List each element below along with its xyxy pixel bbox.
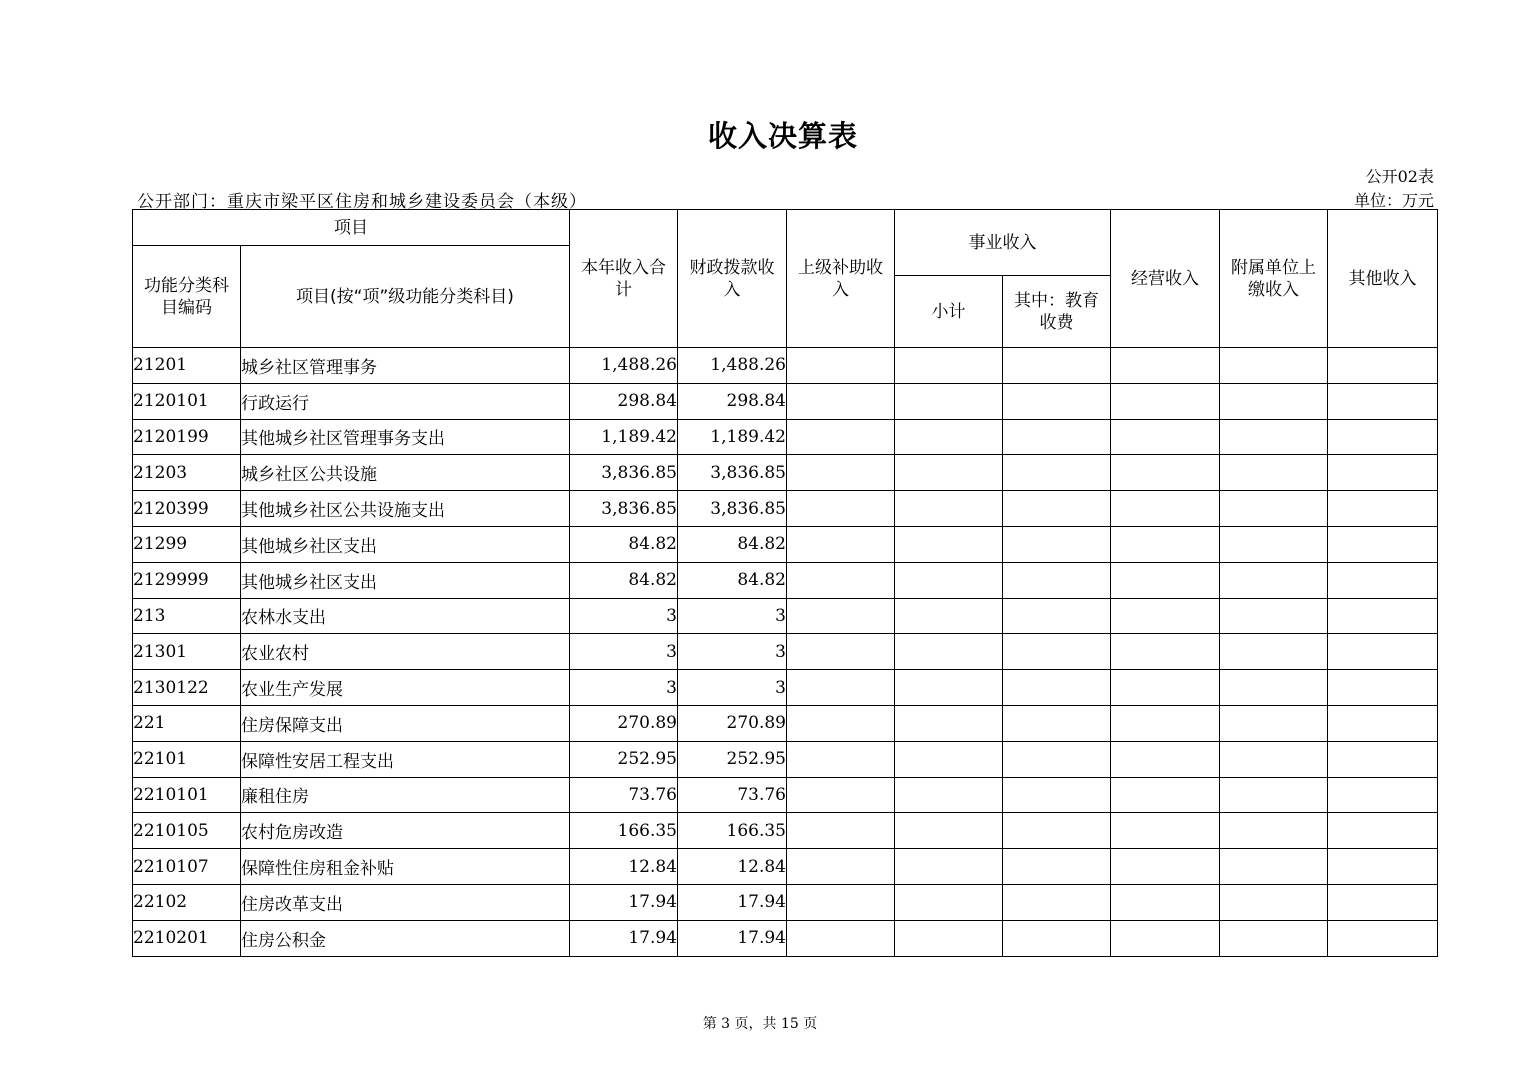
- table-row: [133, 383, 1438, 419]
- cell-superior: [787, 813, 895, 849]
- cell-subtotal: [895, 705, 1003, 741]
- cell-code: 213: [133, 598, 241, 634]
- cell-operating: [1111, 777, 1220, 813]
- cell-total: 3,836.85: [570, 491, 678, 527]
- cell-other: [1328, 813, 1438, 849]
- cell-total: 17.94: [570, 884, 678, 920]
- cell-name: 其他城乡社区支出: [241, 562, 570, 598]
- cell-education: [1003, 670, 1111, 706]
- cell-other: [1328, 598, 1438, 634]
- cell-total: 17.94: [570, 920, 678, 956]
- table-row: [133, 920, 1438, 956]
- cell-operating: [1111, 491, 1220, 527]
- cell-affiliated: [1220, 741, 1328, 777]
- cell-affiliated: [1220, 419, 1328, 455]
- cell-other: [1328, 849, 1438, 885]
- cell-name: 住房改革支出: [241, 884, 570, 920]
- cell-total: 1,488.26: [570, 348, 678, 384]
- cell-subtotal: [895, 849, 1003, 885]
- cell-subtotal: [895, 383, 1003, 419]
- header-superior: 上级补助收入: [787, 210, 895, 348]
- cell-operating: [1111, 526, 1220, 562]
- cell-operating: [1111, 813, 1220, 849]
- header-education: 其中：教育收费: [1003, 276, 1111, 348]
- cell-operating: [1111, 849, 1220, 885]
- table-row: [133, 813, 1438, 849]
- cell-education: [1003, 419, 1111, 455]
- cell-affiliated: [1220, 849, 1328, 885]
- table-body: [133, 348, 1438, 957]
- cell-total: 298.84: [570, 383, 678, 419]
- header-subtotal: 小计: [895, 276, 1003, 348]
- header-total: 本年收入合计: [570, 210, 678, 348]
- cell-affiliated: [1220, 705, 1328, 741]
- cell-name: 其他城乡社区公共设施支出: [241, 491, 570, 527]
- cell-name: 农业生产发展: [241, 670, 570, 706]
- cell-subtotal: [895, 598, 1003, 634]
- cell-fiscal: 3: [678, 670, 787, 706]
- cell-total: 252.95: [570, 741, 678, 777]
- table-row: [133, 598, 1438, 634]
- cell-fiscal: 84.82: [678, 526, 787, 562]
- cell-fiscal: 252.95: [678, 741, 787, 777]
- cell-name: 住房保障支出: [241, 705, 570, 741]
- cell-subtotal: [895, 419, 1003, 455]
- cell-education: [1003, 348, 1111, 384]
- cell-operating: [1111, 383, 1220, 419]
- cell-superior: [787, 383, 895, 419]
- cell-superior: [787, 777, 895, 813]
- cell-fiscal: 12.84: [678, 849, 787, 885]
- cell-total: 3: [570, 634, 678, 670]
- cell-affiliated: [1220, 491, 1328, 527]
- cell-other: [1328, 348, 1438, 384]
- cell-affiliated: [1220, 813, 1328, 849]
- cell-code: 2129999: [133, 562, 241, 598]
- cell-other: [1328, 383, 1438, 419]
- table-row: [133, 741, 1438, 777]
- cell-code: 21301: [133, 634, 241, 670]
- cell-affiliated: [1220, 383, 1328, 419]
- cell-code: 2120199: [133, 419, 241, 455]
- cell-fiscal: 298.84: [678, 383, 787, 419]
- cell-fiscal: 17.94: [678, 884, 787, 920]
- cell-operating: [1111, 455, 1220, 491]
- cell-education: [1003, 562, 1111, 598]
- cell-operating: [1111, 634, 1220, 670]
- cell-operating: [1111, 705, 1220, 741]
- cell-superior: [787, 562, 895, 598]
- cell-education: [1003, 813, 1111, 849]
- cell-code: 2120399: [133, 491, 241, 527]
- cell-subtotal: [895, 634, 1003, 670]
- cell-fiscal: 3,836.85: [678, 455, 787, 491]
- table-row: [133, 670, 1438, 706]
- cell-name: 其他城乡社区支出: [241, 526, 570, 562]
- cell-total: 84.82: [570, 526, 678, 562]
- cell-code: 2210101: [133, 777, 241, 813]
- cell-other: [1328, 526, 1438, 562]
- cell-fiscal: 84.82: [678, 562, 787, 598]
- cell-name: 行政运行: [241, 383, 570, 419]
- cell-education: [1003, 741, 1111, 777]
- cell-other: [1328, 920, 1438, 956]
- cell-subtotal: [895, 455, 1003, 491]
- cell-subtotal: [895, 920, 1003, 956]
- cell-affiliated: [1220, 670, 1328, 706]
- cell-superior: [787, 634, 895, 670]
- cell-subtotal: [895, 562, 1003, 598]
- cell-code: 2210201: [133, 920, 241, 956]
- cell-other: [1328, 455, 1438, 491]
- page-footer: 第 3 页，共 15 页: [702, 1016, 818, 1032]
- cell-total: 73.76: [570, 777, 678, 813]
- cell-fiscal: 3,836.85: [678, 491, 787, 527]
- table-row: [133, 705, 1438, 741]
- cell-superior: [787, 491, 895, 527]
- cell-subtotal: [895, 670, 1003, 706]
- cell-name: 农村危房改造: [241, 813, 570, 849]
- cell-education: [1003, 884, 1111, 920]
- cell-other: [1328, 741, 1438, 777]
- table-row: [133, 348, 1438, 384]
- cell-affiliated: [1220, 455, 1328, 491]
- cell-total: 12.84: [570, 849, 678, 885]
- table-row: [133, 634, 1438, 670]
- cell-subtotal: [895, 526, 1003, 562]
- cell-affiliated: [1220, 348, 1328, 384]
- cell-subtotal: [895, 348, 1003, 384]
- cell-education: [1003, 491, 1111, 527]
- cell-other: [1328, 670, 1438, 706]
- cell-code: 221: [133, 705, 241, 741]
- unit-label: 单位：万元: [1353, 191, 1434, 210]
- cell-affiliated: [1220, 777, 1328, 813]
- cell-superior: [787, 920, 895, 956]
- table-row: [133, 562, 1438, 598]
- cell-name: 保障性安居工程支出: [241, 741, 570, 777]
- cell-operating: [1111, 562, 1220, 598]
- cell-other: [1328, 419, 1438, 455]
- cell-education: [1003, 634, 1111, 670]
- cell-education: [1003, 598, 1111, 634]
- table-row: [133, 491, 1438, 527]
- cell-other: [1328, 884, 1438, 920]
- header-other: 其他收入: [1328, 210, 1438, 348]
- cell-superior: [787, 348, 895, 384]
- cell-operating: [1111, 348, 1220, 384]
- cell-fiscal: 17.94: [678, 920, 787, 956]
- cell-education: [1003, 383, 1111, 419]
- cell-code: 2120101: [133, 383, 241, 419]
- cell-other: [1328, 491, 1438, 527]
- cell-operating: [1111, 598, 1220, 634]
- header-name: 项目(按“项”级功能分类科目): [241, 246, 570, 348]
- cell-subtotal: [895, 884, 1003, 920]
- cell-education: [1003, 705, 1111, 741]
- cell-fiscal: 1,189.42: [678, 419, 787, 455]
- cell-affiliated: [1220, 598, 1328, 634]
- cell-operating: [1111, 419, 1220, 455]
- cell-code: 2130122: [133, 670, 241, 706]
- cell-code: 2210105: [133, 813, 241, 849]
- cell-total: 3,836.85: [570, 455, 678, 491]
- cell-superior: [787, 849, 895, 885]
- cell-fiscal: 3: [678, 634, 787, 670]
- cell-code: 21201: [133, 348, 241, 384]
- cell-superior: [787, 670, 895, 706]
- cell-subtotal: [895, 491, 1003, 527]
- header-operating: 经营收入: [1111, 210, 1220, 348]
- table-row: [133, 419, 1438, 455]
- form-number: 公开02表: [1365, 167, 1434, 186]
- cell-total: 1,189.42: [570, 419, 678, 455]
- cell-name: 住房公积金: [241, 920, 570, 956]
- cell-other: [1328, 562, 1438, 598]
- cell-affiliated: [1220, 920, 1328, 956]
- department-label: 公开部门：重庆市梁平区住房和城乡建设委员会（本级）: [137, 192, 587, 212]
- cell-affiliated: [1220, 562, 1328, 598]
- cell-code: 21299: [133, 526, 241, 562]
- cell-code: 22101: [133, 741, 241, 777]
- cell-fiscal: 3: [678, 598, 787, 634]
- income-table: [132, 209, 1438, 957]
- cell-superior: [787, 526, 895, 562]
- cell-affiliated: [1220, 884, 1328, 920]
- cell-affiliated: [1220, 526, 1328, 562]
- cell-total: 84.82: [570, 562, 678, 598]
- cell-name: 其他城乡社区管理事务支出: [241, 419, 570, 455]
- cell-superior: [787, 741, 895, 777]
- cell-name: 城乡社区公共设施: [241, 455, 570, 491]
- cell-education: [1003, 526, 1111, 562]
- cell-subtotal: [895, 813, 1003, 849]
- cell-name: 城乡社区管理事务: [241, 348, 570, 384]
- cell-code: 22102: [133, 884, 241, 920]
- header-code: 功能分类科目编码: [133, 246, 241, 348]
- cell-operating: [1111, 884, 1220, 920]
- cell-code: 21203: [133, 455, 241, 491]
- cell-other: [1328, 705, 1438, 741]
- cell-total: 270.89: [570, 705, 678, 741]
- cell-affiliated: [1220, 634, 1328, 670]
- cell-education: [1003, 849, 1111, 885]
- cell-subtotal: [895, 777, 1003, 813]
- cell-total: 3: [570, 598, 678, 634]
- cell-fiscal: 166.35: [678, 813, 787, 849]
- table-row: [133, 777, 1438, 813]
- cell-total: 3: [570, 670, 678, 706]
- cell-education: [1003, 777, 1111, 813]
- cell-fiscal: 270.89: [678, 705, 787, 741]
- cell-operating: [1111, 920, 1220, 956]
- cell-name: 农业农村: [241, 634, 570, 670]
- cell-superior: [787, 419, 895, 455]
- header-fiscal: 财政拨款收入: [678, 210, 787, 348]
- cell-other: [1328, 777, 1438, 813]
- header-affiliated: 附属单位上缴收入: [1220, 210, 1328, 348]
- header-item-group: 项目: [133, 210, 570, 246]
- cell-name: 保障性住房租金补贴: [241, 849, 570, 885]
- page-title: 收入决算表: [707, 119, 858, 153]
- cell-education: [1003, 455, 1111, 491]
- cell-name: 农林水支出: [241, 598, 570, 634]
- cell-total: 166.35: [570, 813, 678, 849]
- cell-operating: [1111, 670, 1220, 706]
- header-business-group: 事业收入: [895, 210, 1111, 276]
- table-row: [133, 455, 1438, 491]
- cell-other: [1328, 634, 1438, 670]
- cell-superior: [787, 884, 895, 920]
- cell-fiscal: 73.76: [678, 777, 787, 813]
- cell-operating: [1111, 741, 1220, 777]
- cell-name: 廉租住房: [241, 777, 570, 813]
- cell-fiscal: 1,488.26: [678, 348, 787, 384]
- table-row: [133, 526, 1438, 562]
- cell-education: [1003, 920, 1111, 956]
- cell-superior: [787, 705, 895, 741]
- cell-code: 2210107: [133, 849, 241, 885]
- cell-subtotal: [895, 741, 1003, 777]
- cell-superior: [787, 455, 895, 491]
- table-row: [133, 884, 1438, 920]
- table-row: [133, 849, 1438, 885]
- cell-superior: [787, 598, 895, 634]
